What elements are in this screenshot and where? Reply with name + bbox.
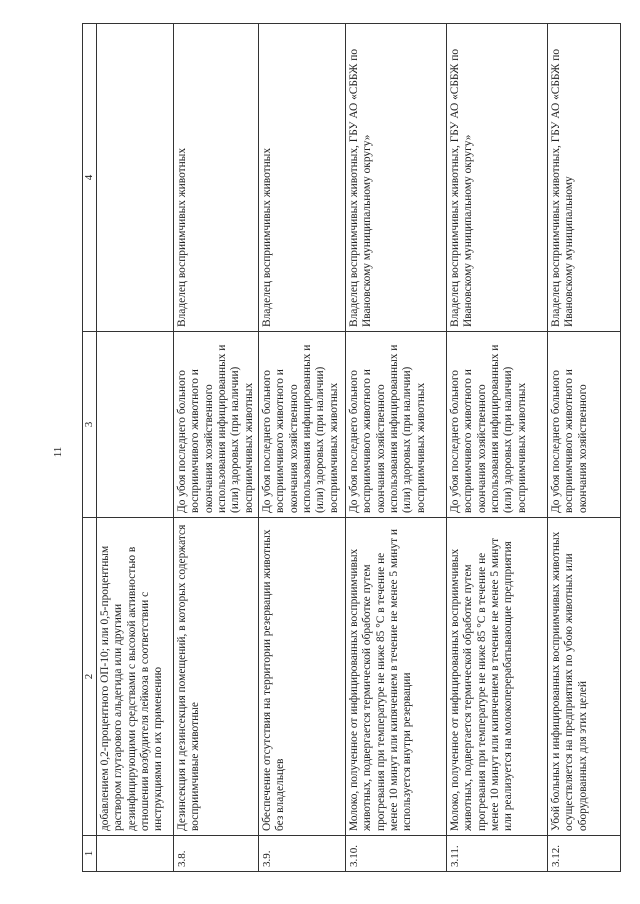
row-responsible: Владелец восприимчивых животных, ГБУ АО «СББЖ по Ивановскому муниципальному округу» bbox=[446, 24, 547, 332]
row-measure: Убой больных и инфицированных восприимчивых животных осуществляется на предприятиях по убою животных или оборудованных для этих целей bbox=[547, 518, 620, 836]
row-responsible: Владелец восприимчивых животных bbox=[258, 24, 345, 332]
page-number: 11 bbox=[52, 446, 64, 458]
row-measure: Молоко, полученное от инфицированных восприимчивых животных, подвергается термической обработке путем прогревания при температуре не ниже 85 °С в течение не менее 10 минут или кипячением в течение не менее 5 минут и используется внутри резервации bbox=[345, 518, 446, 836]
header-col-1: 1 bbox=[83, 836, 97, 872]
table-header-row bbox=[83, 24, 97, 872]
row-responsible: Владелец восприимчивых животных, ГБУ АО «СББЖ по Ивановскому муниципальному bbox=[547, 24, 620, 332]
row-number: 3.9. bbox=[258, 836, 345, 872]
row-deadline: До убоя последнего больного восприимчивого животного и окончания хозяйственного использования инфицированных и (или) здоровых (при наличии) восприимчивых животных bbox=[446, 332, 547, 518]
row-deadline: До убоя последнего больного восприимчивого животного и окончания хозяйственного использования инфицированных и (или) здоровых (при наличии) восприимчивых животных bbox=[258, 332, 345, 518]
row-measure: Молоко, полученное от инфицированных восприимчивых животных, подвергается термической обработке путем прогревания при температуре не ниже 85 °С в течение не менее 10 минут или кипячением в течение не менее 5 минут или реализуется на молокоперерабатывающие предприятия bbox=[446, 518, 547, 836]
row-number: 3.12. bbox=[547, 836, 620, 872]
rotated-page-content bbox=[82, 24, 614, 872]
table-row bbox=[345, 24, 446, 872]
table-row bbox=[547, 24, 620, 872]
row-deadline: До убоя последнего больного восприимчивого животного и окончания хозяйственного bbox=[547, 332, 620, 518]
row-measure: добавлением 0,2-процентного ОП-10; или 0,5-процентным раствором глутарового альдегида или другими дезинфицирующими средствами с высокой активностью в отношении возбудителя лейкоза в соответствии с инструкциями по их применению bbox=[96, 518, 173, 836]
row-number: 3.8. bbox=[173, 836, 258, 872]
table-row bbox=[173, 24, 258, 872]
measures-table bbox=[82, 23, 621, 872]
table-row bbox=[258, 24, 345, 872]
header-col-2: 2 bbox=[83, 518, 97, 836]
row-measure: Обеспечение отсутствия на территории резервации животных без владельцев bbox=[258, 518, 345, 836]
row-responsible: Владелец восприимчивых животных bbox=[173, 24, 258, 332]
row-number: 3.11. bbox=[446, 836, 547, 872]
row-responsible: Владелец восприимчивых животных, ГБУ АО «СББЖ по Ивановскому муниципальному округу» bbox=[345, 24, 446, 332]
table-row bbox=[446, 24, 547, 872]
row-deadline bbox=[96, 332, 173, 518]
header-col-3: 3 bbox=[83, 332, 97, 518]
row-number bbox=[96, 836, 173, 872]
row-measure: Дезинсекция и дезинсекция помещений, в которых содержатся восприимчивые животные bbox=[173, 518, 258, 836]
row-number: 3.10. bbox=[345, 836, 446, 872]
table-row bbox=[96, 24, 173, 872]
row-deadline: До убоя последнего больного восприимчивого животного и окончания хозяйственного использования инфицированных и (или) здоровых (при наличии) восприимчивых животных bbox=[173, 332, 258, 518]
row-responsible bbox=[96, 24, 173, 332]
row-deadline: До убоя последнего больного восприимчивого животного и окончания хозяйственного использования инфицированных и (или) здоровых (при наличии) восприимчивых животных bbox=[345, 332, 446, 518]
header-col-4: 4 bbox=[83, 24, 97, 332]
